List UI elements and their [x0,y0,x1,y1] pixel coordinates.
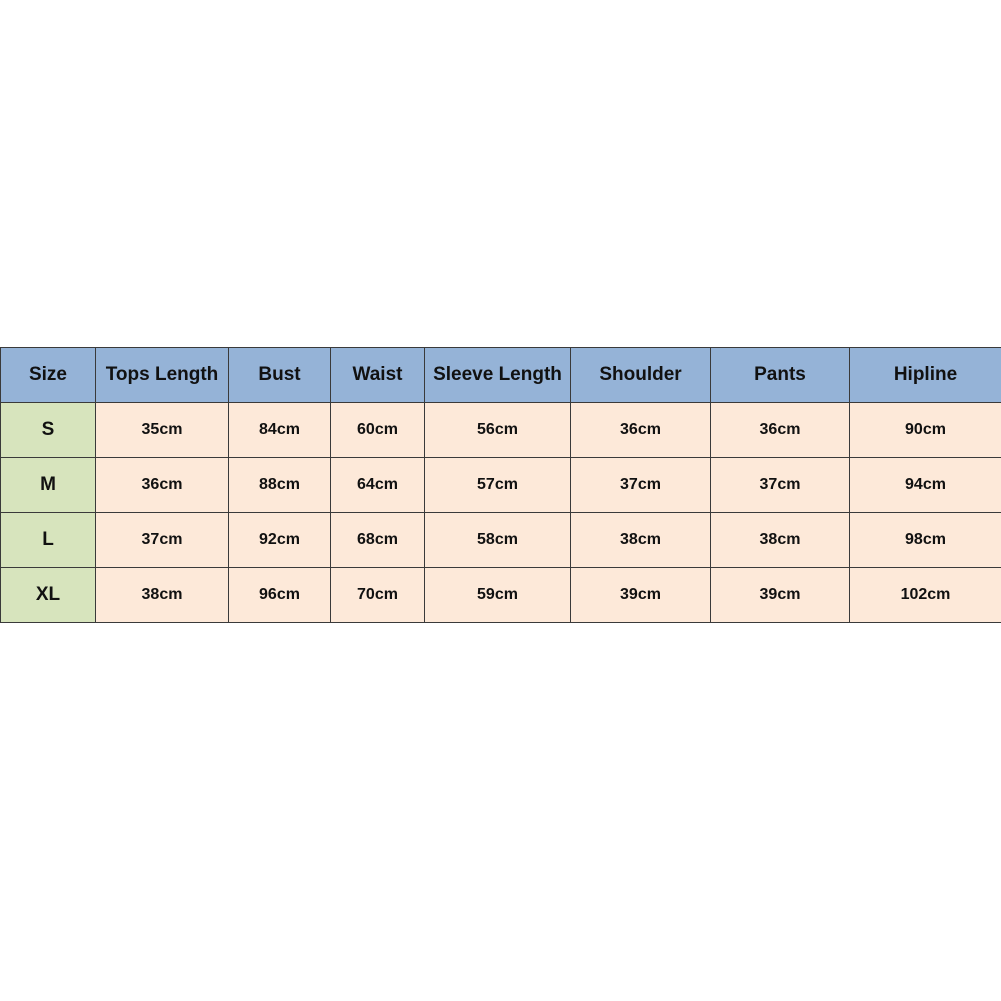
pants-cell: 39cm [711,568,850,623]
header-pants: Pants [711,348,850,403]
shoulder-cell: 37cm [571,458,711,513]
tops-length-cell: 37cm [96,513,229,568]
size-cell: S [1,403,96,458]
shoulder-cell: 36cm [571,403,711,458]
hipline-cell: 98cm [850,513,1001,568]
table-row [1,513,1001,568]
size-cell: XL [1,568,96,623]
waist-cell: 60cm [331,403,425,458]
header-waist: Waist [331,348,425,403]
bust-cell: 88cm [229,458,331,513]
header-tops-length: Tops Length [96,348,229,403]
header-shoulder: Shoulder [571,348,711,403]
shoulder-cell: 39cm [571,568,711,623]
shoulder-cell: 38cm [571,513,711,568]
sleeve-length-cell: 58cm [425,513,571,568]
size-cell: M [1,458,96,513]
bust-cell: 96cm [229,568,331,623]
pants-cell: 36cm [711,403,850,458]
hipline-cell: 90cm [850,403,1001,458]
pants-cell: 37cm [711,458,850,513]
table-row [1,568,1001,623]
table-row [1,458,1001,513]
bust-cell: 92cm [229,513,331,568]
waist-cell: 64cm [331,458,425,513]
tops-length-cell: 35cm [96,403,229,458]
pants-cell: 38cm [711,513,850,568]
sleeve-length-cell: 57cm [425,458,571,513]
table-row [1,403,1001,458]
waist-cell: 68cm [331,513,425,568]
tops-length-cell: 36cm [96,458,229,513]
header-hipline: Hipline [850,348,1001,403]
sleeve-length-cell: 59cm [425,568,571,623]
header-sleeve-length: Sleeve Length [425,348,571,403]
header-size: Size [1,348,96,403]
hipline-cell: 94cm [850,458,1001,513]
size-chart-table [0,347,1001,623]
header-bust: Bust [229,348,331,403]
tops-length-cell: 38cm [96,568,229,623]
bust-cell: 84cm [229,403,331,458]
hipline-cell: 102cm [850,568,1001,623]
sleeve-length-cell: 56cm [425,403,571,458]
header-row [1,348,1001,403]
waist-cell: 70cm [331,568,425,623]
size-cell: L [1,513,96,568]
